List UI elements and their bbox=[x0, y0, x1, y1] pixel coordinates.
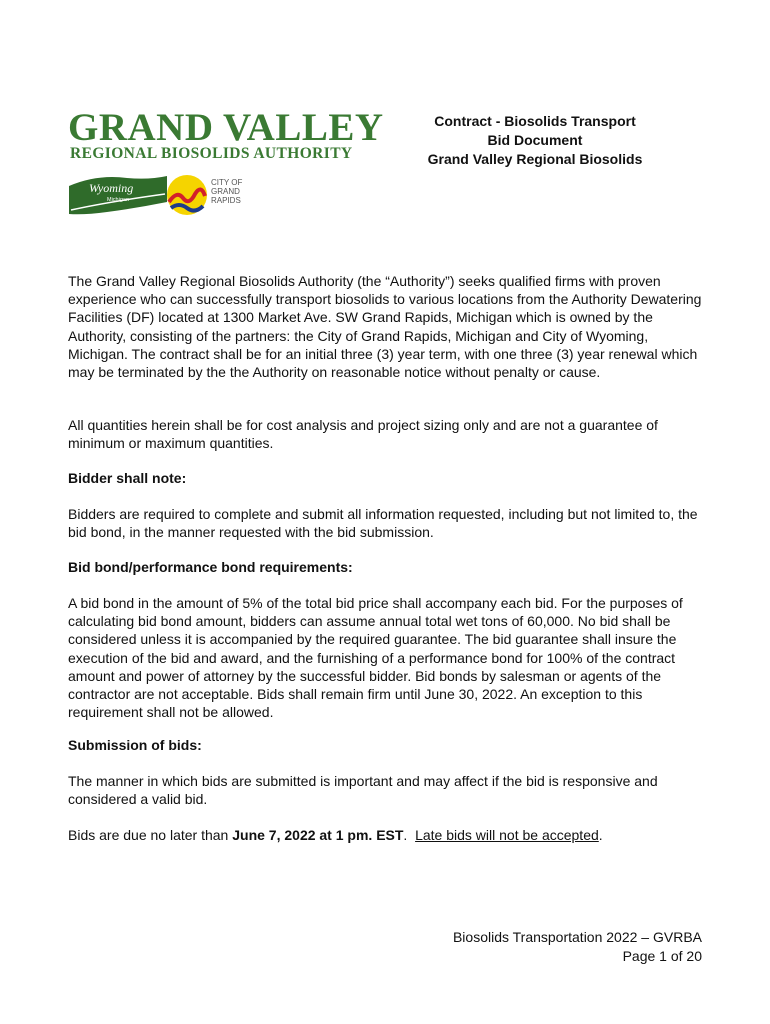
due-date: June 7, 2022 at 1 pm. EST bbox=[232, 827, 404, 843]
footer-title: Biosolids Transportation 2022 – GVRBA bbox=[452, 929, 702, 945]
due-prefix: Bids are due no later than bbox=[68, 827, 233, 843]
wyoming-logo-subtext: Michigan bbox=[107, 197, 130, 203]
header-line-3: Grand Valley Regional Biosolids bbox=[427, 151, 643, 167]
header-line-2: Bid Document bbox=[487, 132, 583, 148]
bond-requirements-heading: Bid bond/performance bond requirements: bbox=[68, 559, 353, 575]
grand-rapids-logo bbox=[165, 172, 255, 216]
gvrba-logo-title: GRAND VALLEY bbox=[68, 106, 384, 149]
page-footer bbox=[453, 928, 702, 965]
grand-rapids-logo-line2: GRAND bbox=[211, 187, 240, 196]
submission-paragraph: The manner in which bids are submitted is important and may affect if the bid is responsive and considered a valid bid. bbox=[68, 773, 658, 808]
quantities-paragraph: All quantities herein shall be for cost analysis and project sizing only and are not a guarantee of minimum or maximum quantities. bbox=[68, 417, 658, 452]
wyoming-logo-text: Wyoming bbox=[89, 181, 134, 195]
due-date-paragraph bbox=[68, 826, 708, 844]
bond-requirements-paragraph: A bid bond in the amount of 5% of the total bid price shall accompany each bid. For the purposes of calculating bid bond amount, bidders can assume annual total wet tons of 60,000. No bid shall be considered unless it is accompanied by the required guarantee. The bid guarantee shall insure the execution of the bid and award, and the furnishing of a performance bond for 100% of the contract amount and power of attorney by the successful bidder. Bid bonds by salesman or agents of the contractor are not acceptable. Bids shall remain firm until June 30, 2022. An exception to this requirement shall not be allowed. bbox=[68, 595, 683, 721]
late-bids-notice: Late bids will not be accepted bbox=[415, 827, 599, 843]
grand-rapids-logo-line1: CITY OF bbox=[211, 178, 243, 187]
wyoming-logo bbox=[67, 172, 169, 216]
page-number: Page 1 of 20 bbox=[622, 947, 702, 964]
due-separator: . bbox=[403, 827, 416, 843]
bidder-note-paragraph: Bidders are required to complete and submit all information requested, including but not limited to, the bid bond, in the manner requested with the bid submission. bbox=[68, 506, 698, 541]
document-header bbox=[410, 112, 660, 169]
header-line-1: Contract - Biosolids Transport bbox=[434, 113, 636, 129]
intro-paragraph: The Grand Valley Regional Biosolids Authority (the “Authority”) seeks qualified firms with proven experience who can successfully transport biosolids to various locations from the Authority Dewatering Facilities (DF) located at 1300 Market Ave. SW Grand Rapids, Michigan which is owned by the Authority, consisting of the partners: the City of Grand Rapids, Michigan and City of Wyoming, Michigan. The contract shall be for an initial three (3) year term, with one three (3) year renewal which may be terminated by the the Authority on reasonable notice without penalty or cause. bbox=[68, 273, 702, 381]
grand-rapids-logo-line3: RAPIDS bbox=[211, 196, 241, 205]
due-end: . bbox=[598, 827, 603, 843]
submission-heading: Submission of bids: bbox=[68, 737, 202, 753]
gvrba-logo-subtitle: REGIONAL BIOSOLIDS AUTHORITY bbox=[70, 145, 353, 162]
bidder-note-heading: Bidder shall note: bbox=[68, 470, 187, 486]
